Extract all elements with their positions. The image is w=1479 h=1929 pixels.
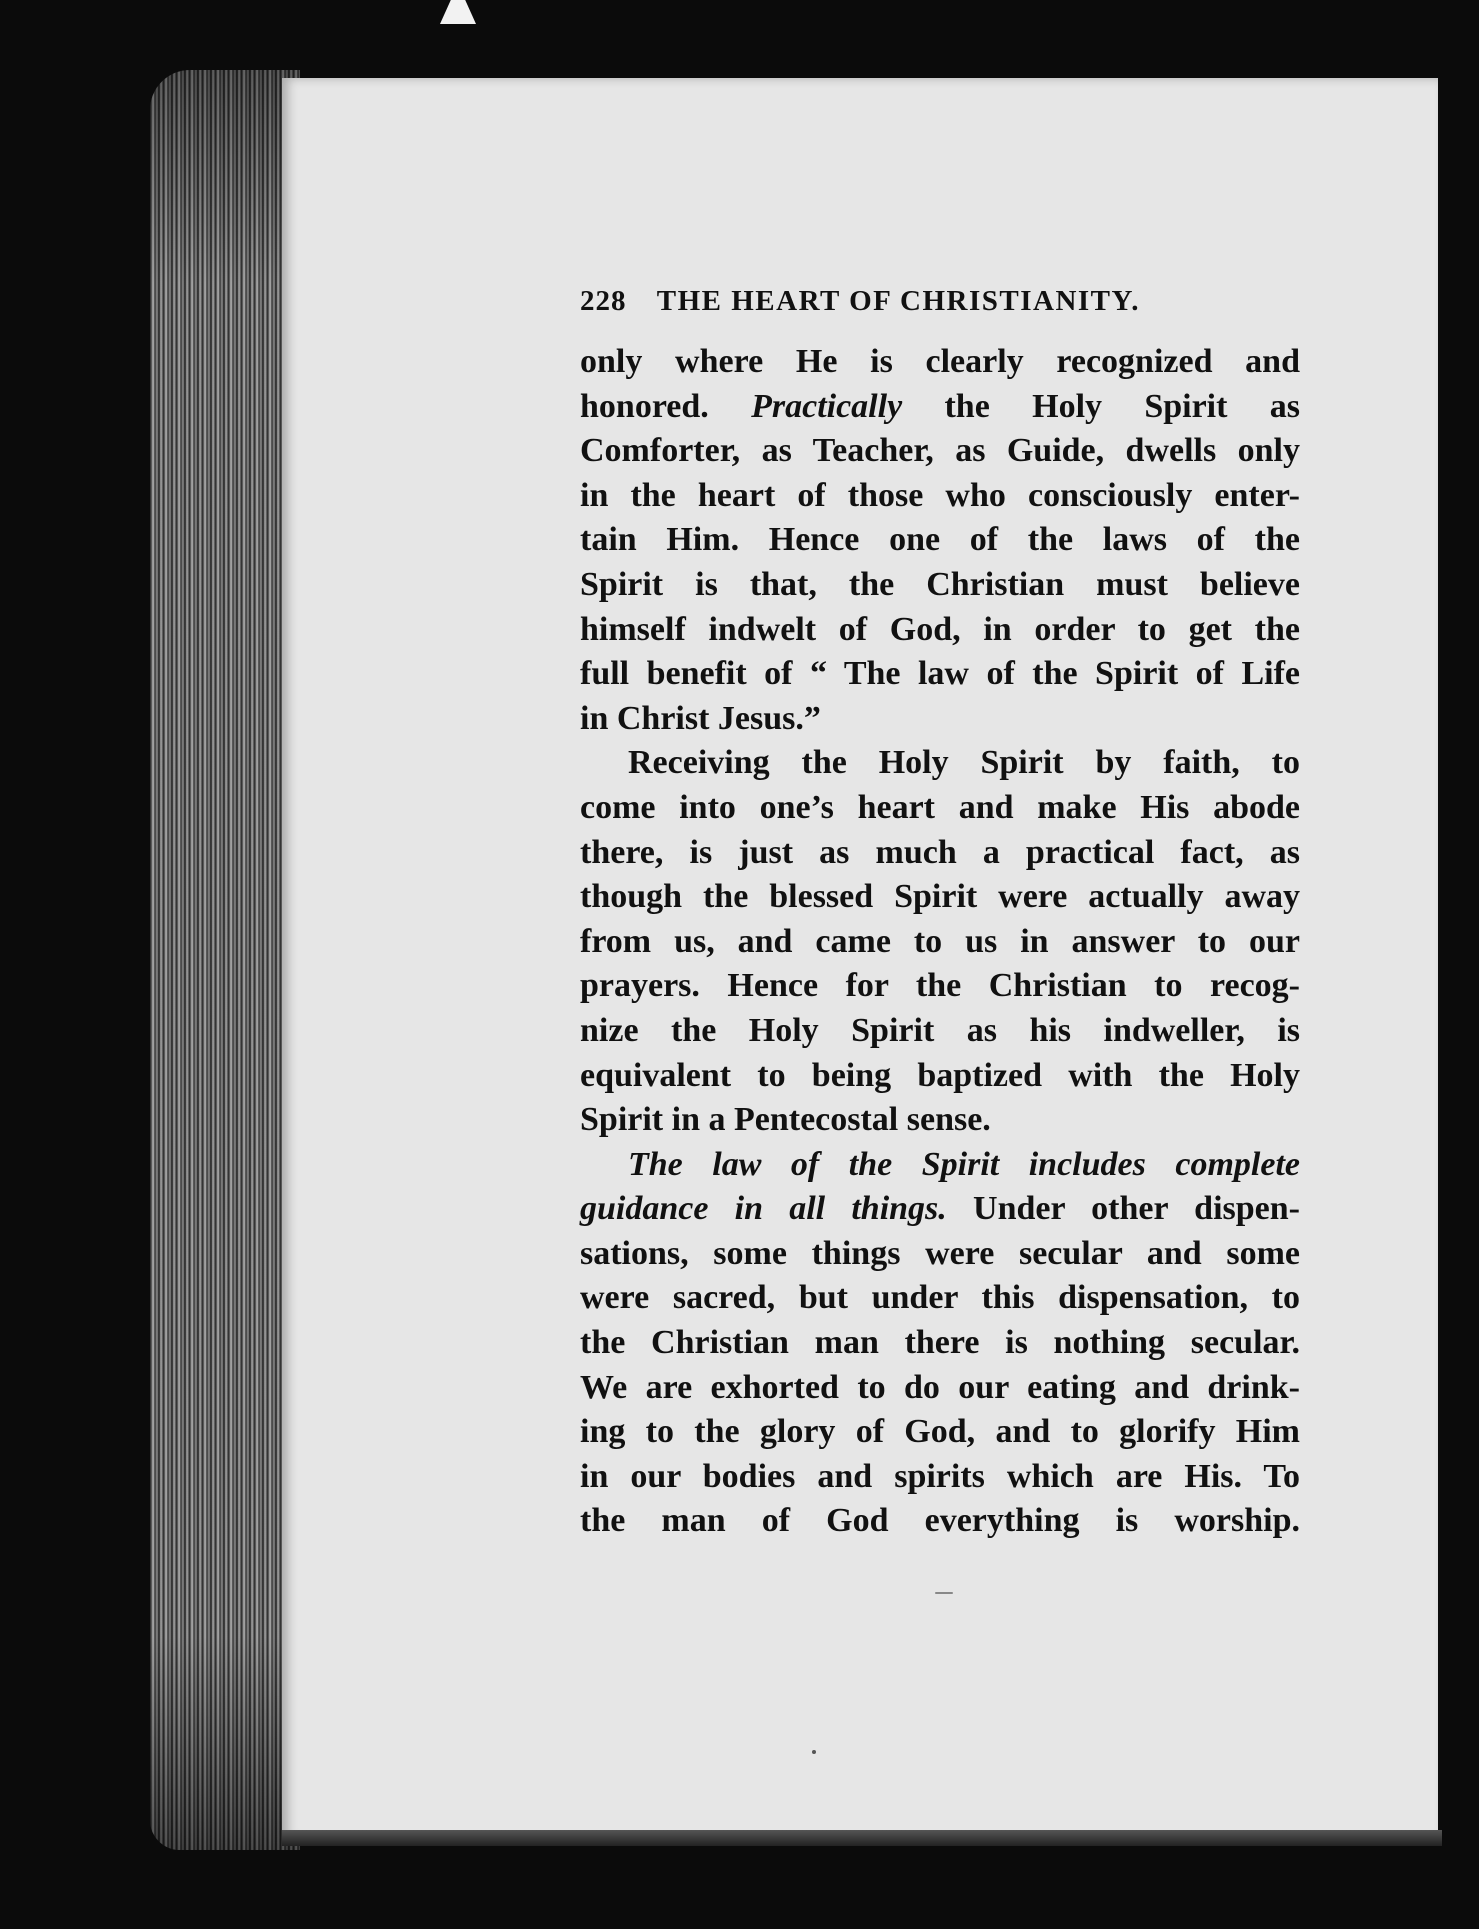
text-line: in Christ Jesus.” xyxy=(580,699,821,737)
text-line: the man of God everything is worship. xyxy=(580,1502,1300,1540)
text-line: equivalent to being baptized with the Holy xyxy=(580,1056,1300,1094)
text-line: in the heart of those who consciously enter- xyxy=(580,476,1300,514)
text-line: only where He is clearly recognized and xyxy=(580,343,1300,380)
scanner-mark xyxy=(440,0,476,24)
text-line: himself indwelt of God, in order to get the xyxy=(580,610,1300,648)
text-line: come into one’s heart and make His abode xyxy=(580,788,1300,826)
italic-phrase: guidance in all things. xyxy=(580,1190,947,1228)
text-line: ing to the glory of God, and to glorify Him xyxy=(580,1413,1300,1451)
text-segment: the Holy Spirit as xyxy=(902,387,1300,425)
text-line: there, is just as much a practical fact, as xyxy=(580,833,1300,871)
text-line: We are exhorted to do our eating and drink- xyxy=(580,1368,1300,1406)
text-line: Spirit in a Pentecostal sense. xyxy=(580,1101,991,1139)
body-text xyxy=(580,340,1300,1544)
text-line: Spirit is that, the Christian must believe xyxy=(580,565,1300,603)
italic-phrase: The law of the Spirit includes complete xyxy=(628,1145,1300,1183)
page-bottom-edge xyxy=(282,1830,1442,1846)
running-head xyxy=(580,285,1230,318)
text-line: nize the Holy Spirit as his indweller, is xyxy=(580,1011,1300,1049)
text-line: in our bodies and spirits which are His. To xyxy=(580,1457,1300,1495)
book-title: THE HEART OF CHRISTIANITY. xyxy=(656,285,1141,317)
text-line: tain Him. Hence one of the laws of the xyxy=(580,521,1300,559)
text-line: sations, some things were secular and some xyxy=(580,1234,1300,1272)
book-page-edges xyxy=(150,70,300,1850)
paper-speck xyxy=(812,1750,816,1754)
text-line: the Christian man there is nothing secular. xyxy=(580,1324,1300,1362)
text-line: from us, and came to us in answer to our xyxy=(580,922,1300,960)
page-number: 228 xyxy=(580,285,627,317)
text-line: full benefit of “ The law of the Spirit of Life xyxy=(580,655,1300,693)
text-line: were sacred, but under this dispensation, to xyxy=(580,1279,1300,1317)
text-line xyxy=(580,1187,1300,1232)
text-line: prayers. Hence for the Christian to recog- xyxy=(580,967,1300,1005)
paragraph-start-line xyxy=(580,1143,1300,1188)
text-segment: Under other dispen- xyxy=(946,1190,1301,1228)
paragraph-start-line: Receiving the Holy Spirit by faith, to xyxy=(628,744,1300,782)
text-line xyxy=(580,385,1300,430)
text-line: though the blessed Spirit were actually away xyxy=(580,878,1300,916)
italic-phrase: Practically xyxy=(751,387,903,425)
paper-speck xyxy=(935,1592,953,1594)
text-segment: honored. xyxy=(580,387,752,425)
text-line: Comforter, as Teacher, as Guide, dwells only xyxy=(580,432,1300,470)
